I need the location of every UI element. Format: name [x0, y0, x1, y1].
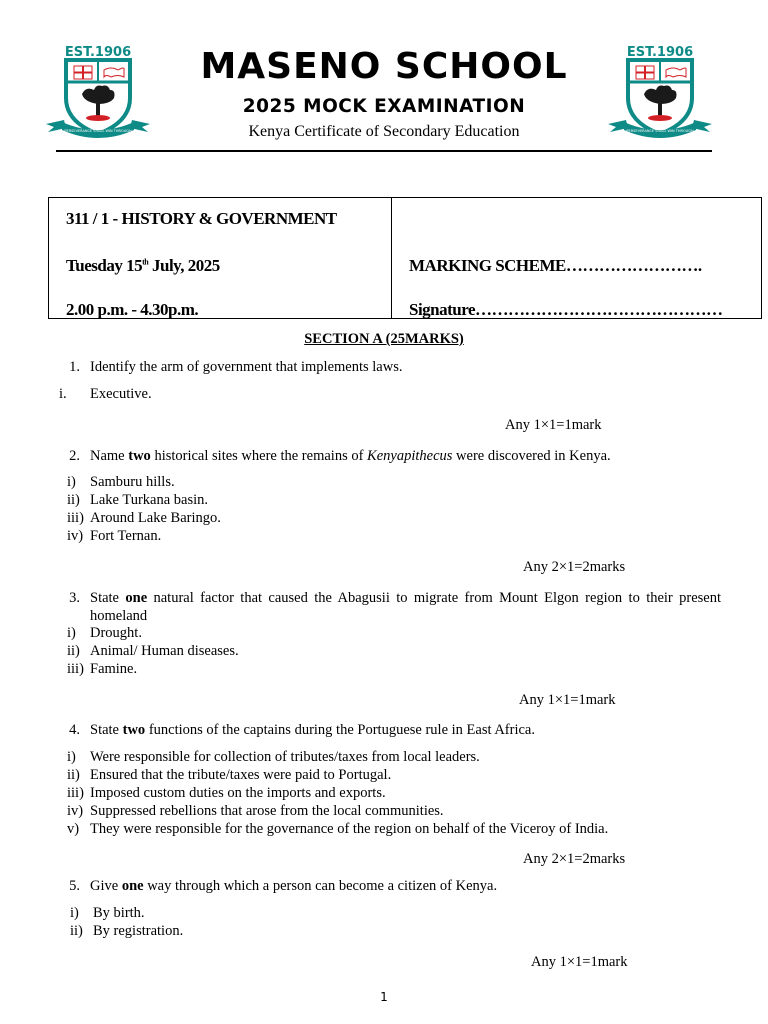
mark-allocation: Any 2×1=2marks [523, 851, 626, 867]
page-number: 1 [380, 990, 388, 1004]
marking-scheme-label: MARKING SCHEME……………………. [409, 256, 702, 275]
signature-label: Signature……………………………………… [409, 300, 723, 319]
answer-item: iii) Imposed custom duties on the imports and exports. [67, 785, 386, 801]
exam-date-prefix: Tuesday 15 [66, 256, 143, 275]
answer-item: i) Were responsible for collection of tributes/taxes from local leaders. [67, 749, 480, 765]
exam-date [66, 256, 220, 276]
mark-allocation: Any 1×1=1mark [505, 417, 602, 433]
mark-allocation: Any 2×1=2marks [523, 559, 626, 575]
mark-allocation: Any 1×1=1mark [519, 692, 616, 708]
exam-date-sup: th [142, 257, 149, 267]
answer-list [70, 904, 470, 940]
exam-time: 2.00 p.m. - 4.30p.m. [66, 300, 199, 319]
mark-allocation: Any 1×1=1mark [531, 954, 628, 970]
answer-item: i) Drought. [67, 625, 142, 641]
question-text: Give one way through which a person can become a citizen of Kenya. [90, 878, 498, 894]
answer-label: i. [59, 386, 67, 402]
question-text-continued: homeland [90, 608, 148, 624]
section-a-title: SECTION A (25MARKS) [304, 331, 464, 347]
logo-established: EST.1906 [64, 45, 132, 60]
exam-title: 2025 MOCK EXAMINATION [242, 96, 526, 117]
question-text: State two functions of the captains during the Portuguese rule in East Africa. [90, 722, 535, 738]
logo-established: EST.1906 [626, 45, 694, 60]
question-number: 5. [69, 878, 80, 894]
answer-item: iii) Around Lake Baringo. [67, 510, 221, 526]
answer-list [67, 473, 467, 545]
answer-item: i) By birth. [70, 905, 145, 921]
question-text: Identify the arm of government that implements laws. [90, 359, 403, 375]
answer-item: iv) Suppressed rebellions that arose from the local communities. [67, 803, 444, 819]
answer-list [67, 624, 467, 678]
exam-date-suffix: July, 2025 [148, 256, 220, 275]
answer-item: v) They were responsible for the governance of the region on behalf of the Viceroy of India. [67, 821, 609, 837]
answer-item: i) Samburu hills. [67, 474, 175, 490]
answer-item: ii) Ensured that the tribute/taxes were paid to Portugal. [67, 767, 392, 783]
question-number: 4. [69, 722, 80, 738]
certificate-title: Kenya Certificate of Secondary Education [248, 123, 520, 140]
question-number: 1. [69, 359, 80, 375]
paper-code: 311 / 1 - HISTORY & GOVERNMENT [66, 209, 337, 228]
question-number: 2. [69, 448, 80, 464]
question-text: State one natural factor that caused the Abagusii to migrate from Mount Elgon region to their present [90, 590, 721, 606]
paper-info-box [48, 197, 762, 319]
answer-list [67, 748, 727, 838]
header-rule [56, 150, 712, 152]
info-box-divider [391, 198, 392, 318]
answer-item: iv) Fort Ternan. [67, 528, 162, 544]
school-name: MASENO SCHOOL [200, 46, 568, 87]
question-text: Name two historical sites where the remains of Kenyapithecus were discovered in Kenya. [90, 448, 611, 464]
answer-text: Executive. [90, 386, 152, 402]
answer-item: iii) Famine. [67, 661, 138, 677]
question-number: 3. [69, 590, 80, 606]
answer-item: ii) By registration. [70, 923, 184, 939]
answer-item: ii) Lake Turkana basin. [67, 492, 208, 508]
logo-motto: PERSEVERANCE SHALL WIN THROUGH [626, 129, 694, 133]
logo-motto: PERSEVERANCE SHALL WIN THROUGH [64, 129, 132, 133]
answer-item: ii) Animal/ Human diseases. [67, 643, 239, 659]
